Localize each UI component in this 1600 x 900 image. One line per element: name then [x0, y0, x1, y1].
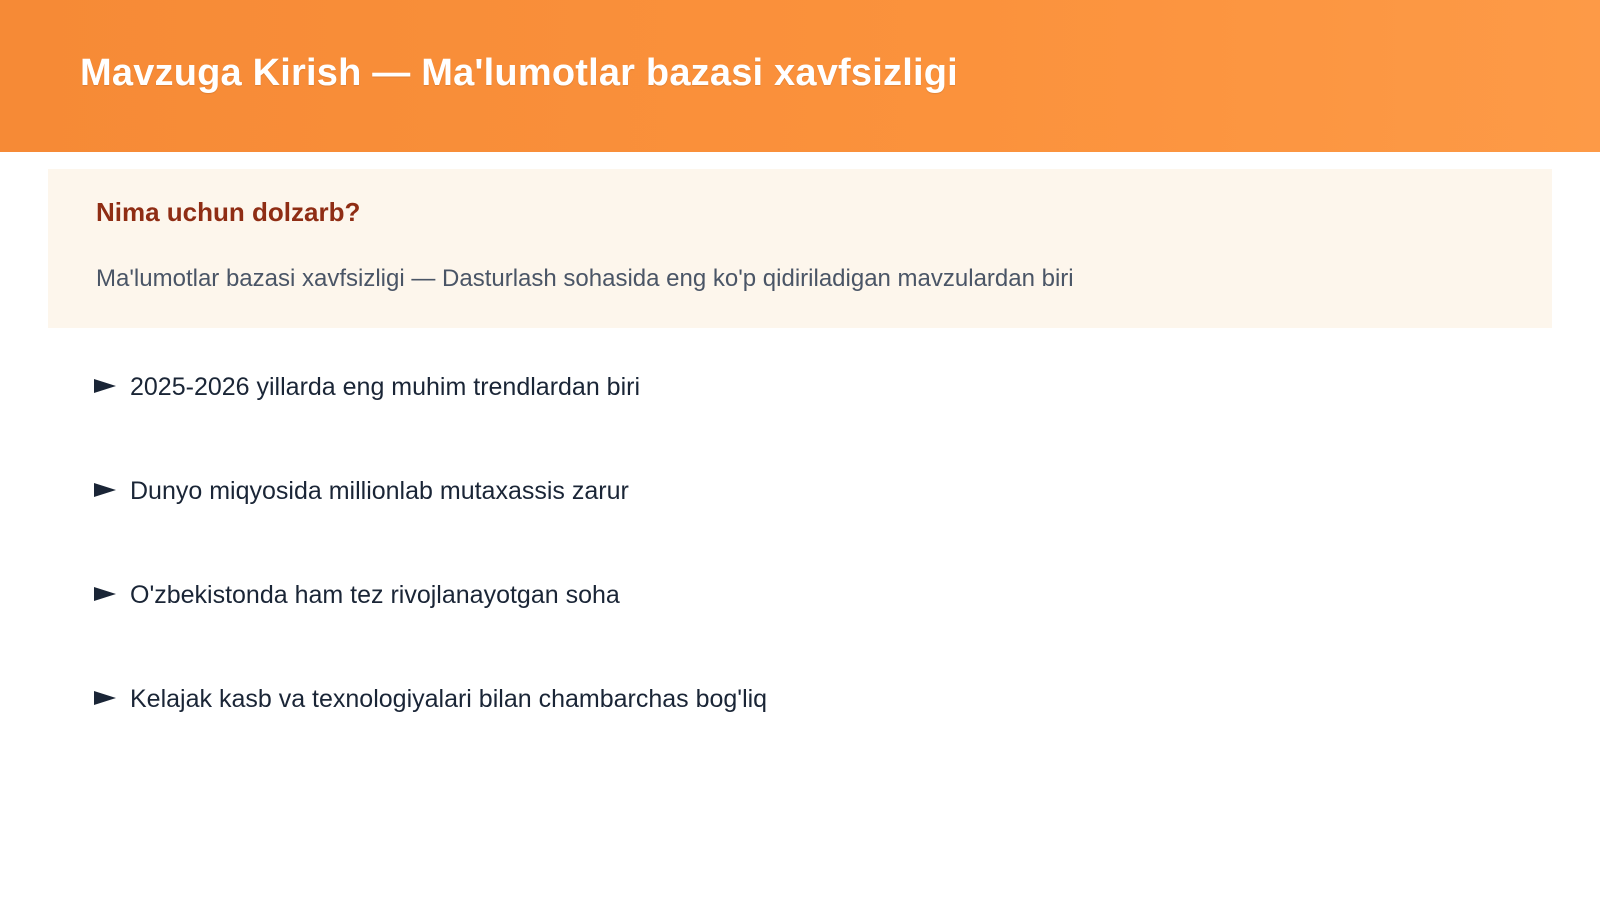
triangle-right-icon: [94, 476, 118, 506]
triangle-right-icon: [94, 580, 118, 610]
info-box: [48, 169, 1552, 328]
triangle-right-icon: [94, 372, 118, 402]
triangle-right-icon: [94, 684, 118, 714]
bullet-item: [94, 476, 767, 580]
info-heading: Nima uchun dolzarb?: [96, 197, 361, 227]
info-text: Ma'lumotlar bazasi xavfsizligi — Dasturlash sohasida eng ko'p qidiriladigan mavzulardan biri: [96, 265, 1074, 292]
bullet-item: [94, 684, 767, 788]
page-title: Mavzuga Kirish — Ma'lumotlar bazasi xavfsizligi: [80, 52, 958, 94]
bullet-list: [94, 372, 767, 788]
bullet-text: Kelajak kasb va texnologiyalari bilan chambarchas bog'liq: [130, 685, 768, 713]
bullet-item: [94, 372, 767, 476]
bullet-text: O'zbekistonda ham tez rivojlanayotgan soha: [130, 581, 620, 609]
bullet-text: Dunyo miqyosida millionlab mutaxassis zarur: [130, 477, 629, 505]
bullet-text: 2025-2026 yillarda eng muhim trendlardan biri: [130, 373, 641, 401]
bullet-item: [94, 580, 767, 684]
title-bar: [0, 0, 1600, 152]
